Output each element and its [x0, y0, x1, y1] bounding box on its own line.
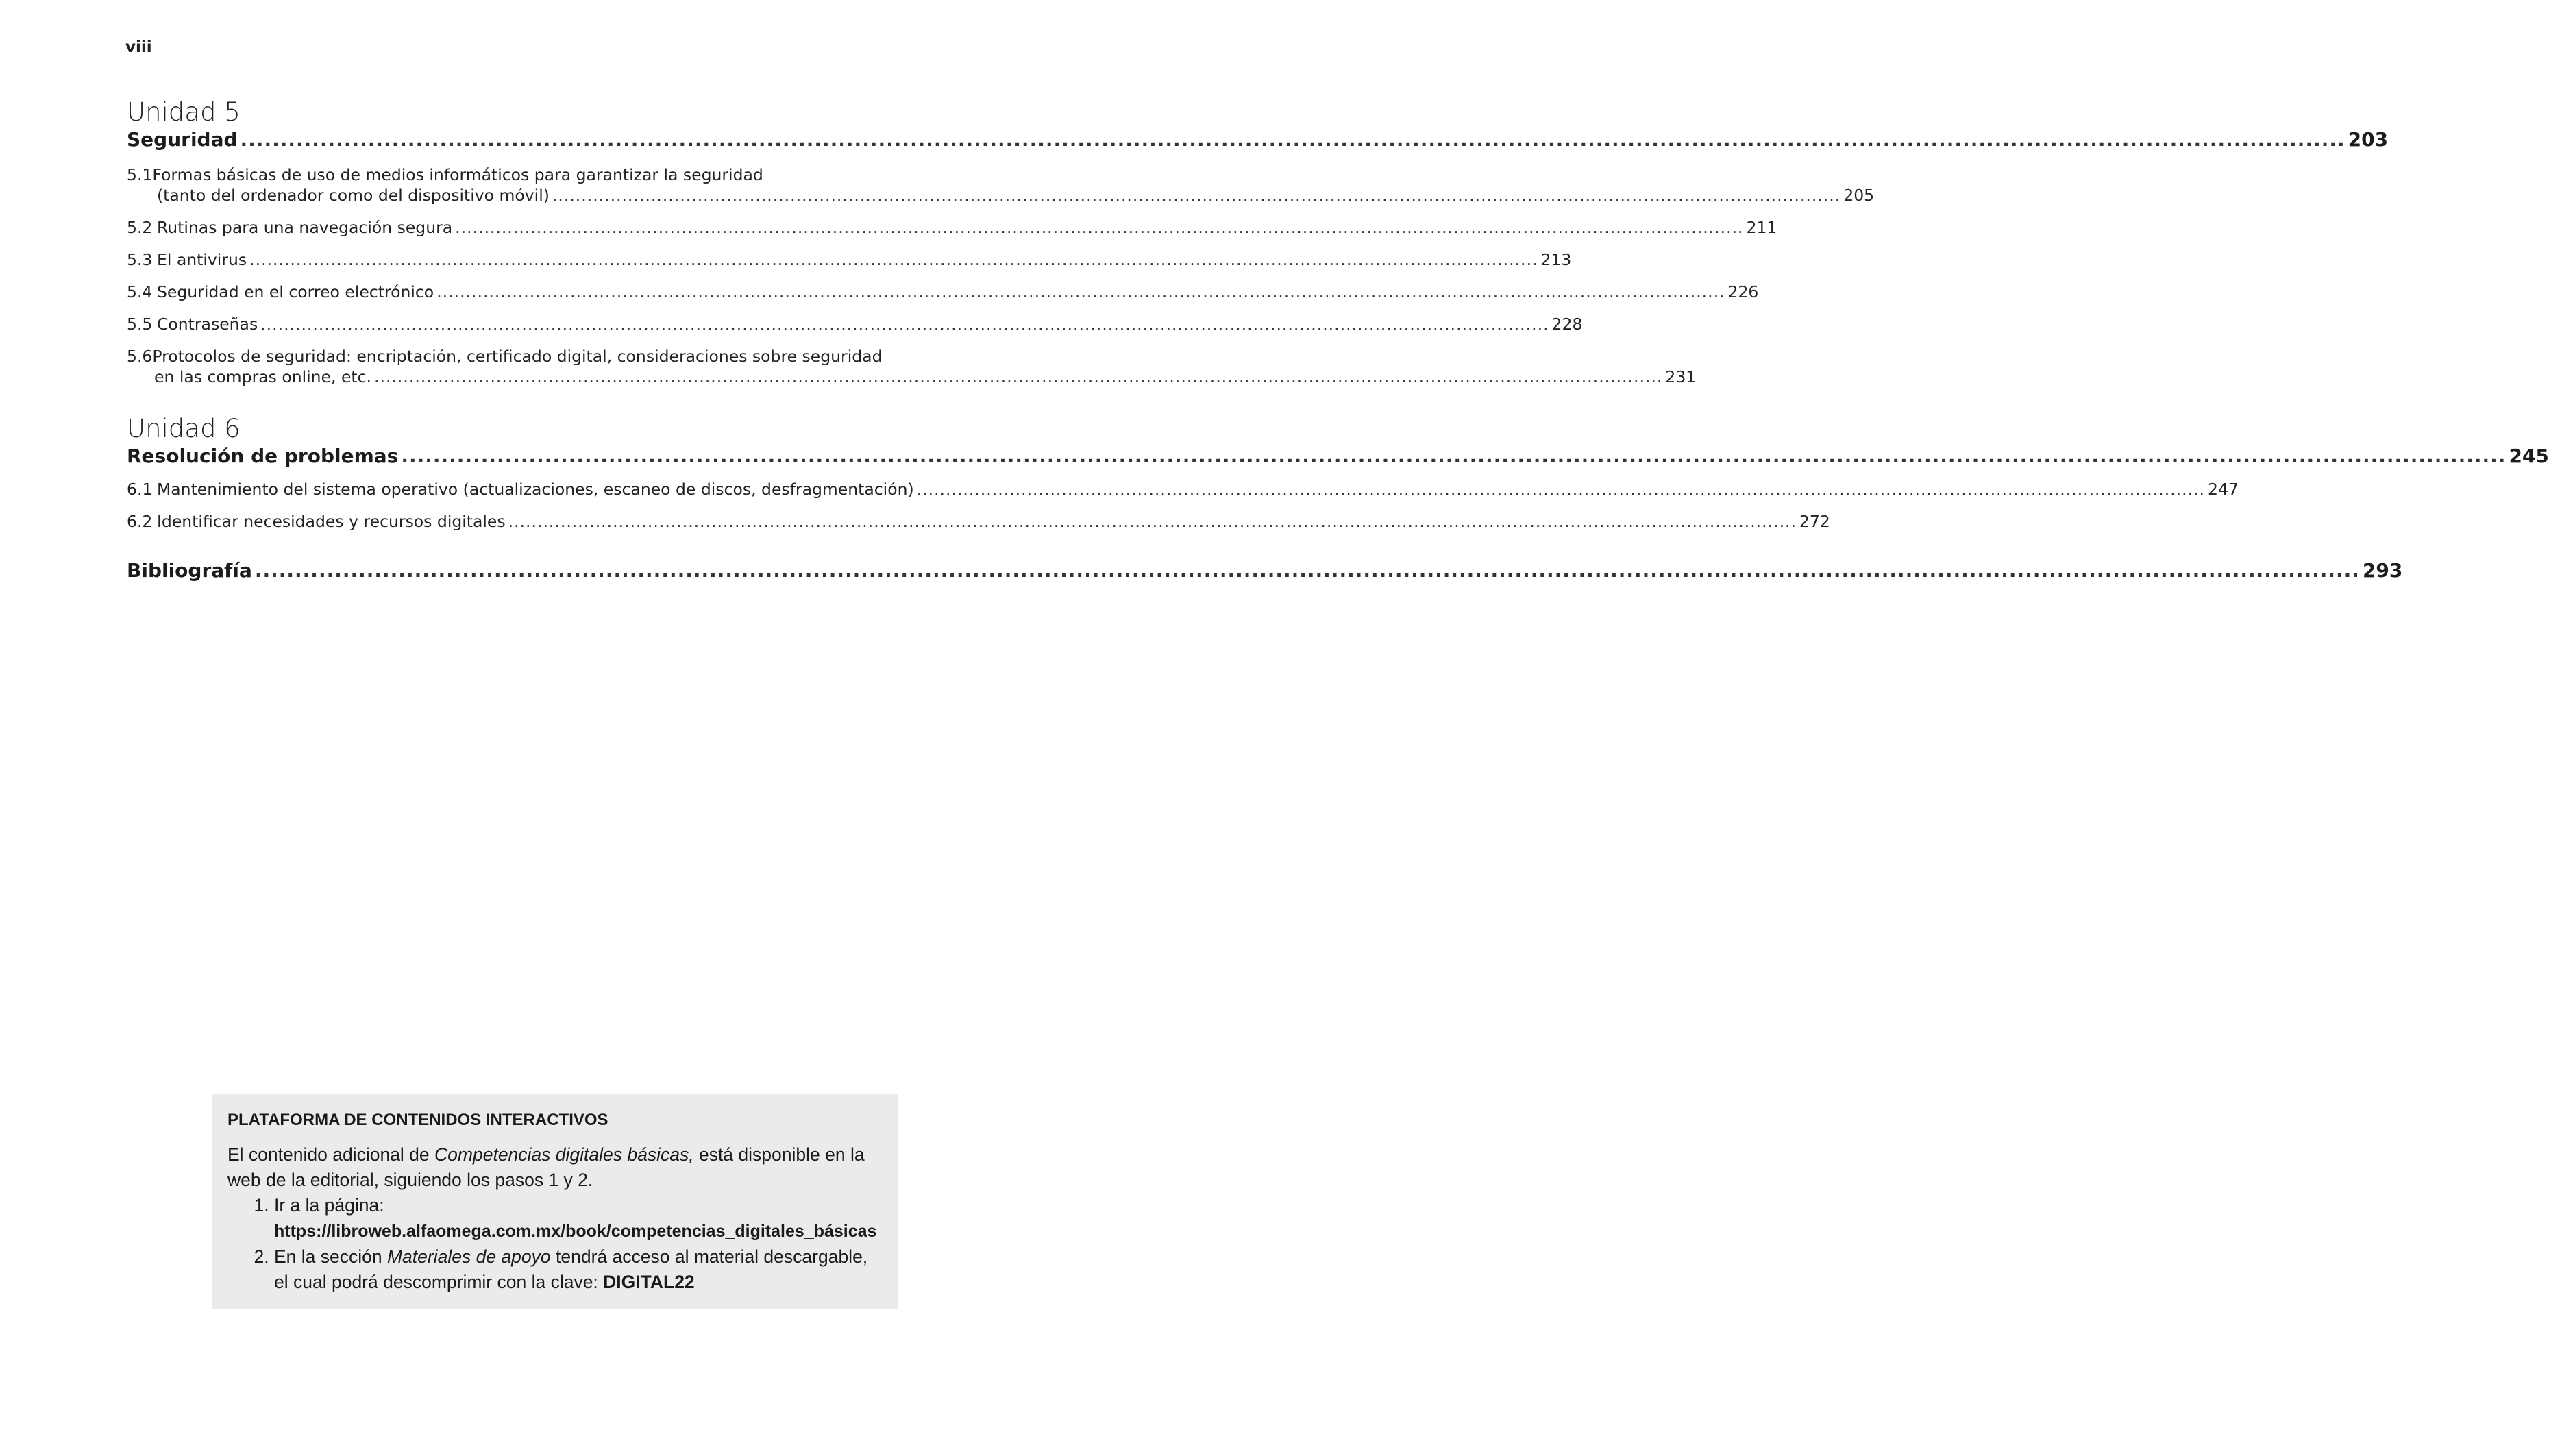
leader-dots: .............................................................................................................................................................................................................................. — [374, 367, 1663, 386]
toc-entry[interactable] — [127, 249, 1572, 270]
step-2 — [274, 1244, 883, 1295]
toc-entry[interactable] — [127, 217, 1777, 238]
unit-label: Unidad 6 — [127, 414, 241, 443]
entry-title: Identificar necesidades y recursos digitales — [157, 512, 506, 531]
entry-title: El antivirus — [157, 250, 247, 269]
intro-text: El contenido adicional de — [227, 1144, 435, 1165]
entry-page: 247 — [2208, 480, 2239, 499]
leader-dots: .............................................................................................................................................................................................................................. — [552, 186, 1841, 205]
access-key: DIGITAL22 — [603, 1272, 695, 1292]
entry-number: 5.2 — [127, 218, 153, 237]
leader-dots: .............................................................................................................................................................................................................................. — [916, 480, 2205, 499]
bibliography-title: Bibliografía — [127, 559, 252, 582]
entry-page: 226 — [1727, 282, 1759, 301]
interactive-content-box — [212, 1094, 898, 1309]
toc-chapter-row[interactable] — [127, 558, 2403, 583]
steps-list — [227, 1193, 883, 1295]
step-text: Ir a la página: — [274, 1195, 384, 1216]
website-link[interactable]: https://libroweb.alfaomega.com.mx/book/competencias_digitales_básicas — [274, 1222, 877, 1241]
entry-title: Rutinas para una navegación segura — [157, 218, 453, 237]
box-intro — [227, 1142, 883, 1193]
leader-dots: ........................................................................................................................................................................................................................................................................ — [254, 559, 2360, 582]
toc-entry[interactable] — [127, 346, 1697, 387]
toc-entry[interactable] — [127, 479, 2239, 499]
toc-entry[interactable] — [127, 511, 1830, 532]
entry-title-line2: (tanto del ordenador como del dispositivo móvil) — [157, 186, 550, 205]
entry-page: 272 — [1799, 512, 1830, 531]
entry-page: 213 — [1540, 250, 1572, 269]
intro-text: está disponible en la web de la editorial, siguiendo los pasos 1 y 2. — [227, 1144, 865, 1190]
leader-dots: .............................................................................................................................................................................................................................. — [455, 218, 1744, 237]
toc-entry[interactable] — [127, 314, 1583, 334]
toc-unit-5 — [127, 97, 2389, 387]
step-text: En la sección — [274, 1246, 387, 1267]
entry-number: 5.5 — [127, 314, 153, 334]
toc-chapter-row[interactable] — [127, 444, 2549, 469]
unit-label: Unidad 5 — [127, 97, 241, 127]
chapter-title: Resolución de problemas — [127, 445, 399, 467]
entry-title: Mantenimiento del sistema operativo (actualizaciones, escaneo de discos, desfragmentación) — [157, 480, 914, 499]
toc-chapter-row[interactable] — [127, 127, 2389, 152]
chapter-page: 245 — [2509, 445, 2549, 467]
entry-page: 205 — [1843, 186, 1875, 205]
entry-title-line2: en las compras online, etc. — [154, 367, 372, 386]
bibliography-page: 293 — [2362, 559, 2403, 582]
toc-unit-6 — [127, 414, 2549, 532]
entry-number: 6.1 — [127, 480, 153, 499]
entry-number: 5.3 — [127, 250, 153, 269]
entry-title-line1: Protocolos de seguridad: encriptación, certificado digital, consideraciones sobre seguridad — [152, 347, 883, 366]
step-text: tendrá acceso al material descargable, el cual podrá descomprimir con la clave: — [274, 1246, 868, 1292]
chapter-title: Seguridad — [127, 128, 238, 151]
chapter-page: 203 — [2348, 128, 2389, 151]
step-1 — [274, 1193, 883, 1244]
toc-bibliography — [127, 558, 2403, 583]
entry-number: 5.6 — [127, 347, 153, 366]
entry-page: 228 — [1551, 314, 1583, 334]
leader-dots: .............................................................................................................................................................................................................................. — [260, 314, 1549, 334]
leader-dots: ........................................................................................................................................................................................................................................................................ — [401, 445, 2507, 467]
entry-title-line1: Formas básicas de uso de medios informáticos para garantizar la seguridad — [152, 165, 763, 184]
page-number: viii — [125, 38, 152, 56]
book-title: Competencias digitales básicas, — [434, 1144, 694, 1165]
leader-dots: .............................................................................................................................................................................................................................. — [249, 250, 1538, 269]
entry-page: 231 — [1665, 367, 1697, 386]
entry-title: Contraseñas — [157, 314, 258, 334]
toc-entry[interactable] — [127, 164, 1875, 206]
entry-page: 211 — [1746, 218, 1777, 237]
box-title: PLATAFORMA DE CONTENIDOS INTERACTIVOS — [227, 1111, 608, 1129]
entry-number: 6.2 — [127, 512, 153, 531]
entry-number: 5.4 — [127, 282, 153, 301]
leader-dots: .............................................................................................................................................................................................................................. — [508, 512, 1797, 531]
section-name: Materiales de apoyo — [386, 1246, 551, 1267]
leader-dots: .............................................................................................................................................................................................................................. — [436, 282, 1725, 301]
entry-title: Seguridad en el correo electrónico — [157, 282, 434, 301]
toc-entry[interactable] — [127, 282, 1759, 302]
leader-dots: ........................................................................................................................................................................................................................................................................ — [240, 128, 2345, 151]
entry-number: 5.1 — [127, 165, 153, 184]
